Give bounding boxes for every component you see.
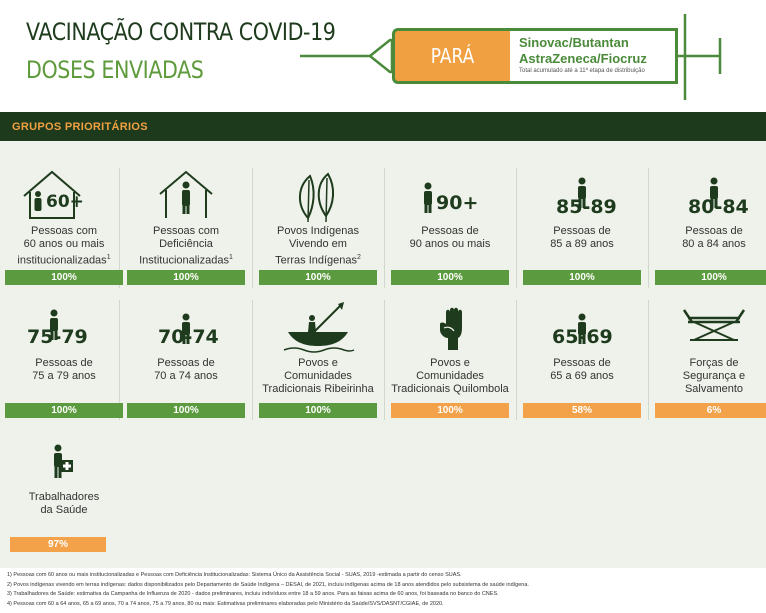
state-label: PARÁ [430,44,475,68]
coverage-bar: 100% [259,403,377,418]
group-label: Trabalhadores da Saúde [28,491,100,516]
group-label: Povos e Comunidades Tradicionais Ribeirinha [262,357,374,395]
house-person-icon [122,168,250,226]
divider [648,300,649,420]
divider [648,168,649,288]
group-number: 85-89 [556,196,617,218]
divider [252,168,253,288]
canoe-icon [254,300,382,358]
group-number: 65-69 [552,326,613,348]
stretcher-icon [650,300,766,358]
group-label: Povos Indígenas Vivendo em Terras Indígenas$^2$ [275,225,361,267]
coverage-bar: 97% [10,537,106,552]
group-label: Pessoas de 90 anos ou mais [409,225,491,250]
coverage-bar: 100% [5,270,123,285]
footnote-1: 1) Pessoas com 60 anos ou mais institucionalizadas e Pessoas com Deficiência Institucionalizadas: Sistema Único da Assistência Social - SUAS, 2019 -estimada a partir do censo SUAS. [7,572,462,578]
health-worker-icon [0,438,128,496]
group-label: Pessoas de 75 a 79 anos [32,357,96,382]
group-number: 80-84 [688,196,749,218]
divider [384,168,385,288]
group-number: 60+ [46,192,84,212]
divider [384,300,385,420]
group-label: Pessoas de 80 a 84 anos [682,225,746,250]
vaccine-name-1: Sinovac/Butantan [519,35,629,50]
page-title: VACINAÇÃO CONTRA COVID-19 [26,18,336,46]
divider [516,168,517,288]
section-title: GRUPOS PRIORITÁRIOS [12,121,148,133]
group-label: Pessoas de 65 a 69 anos [550,357,614,382]
coverage-bar: 100% [127,270,245,285]
coverage-bar: 100% [391,403,509,418]
header [0,0,766,112]
footnote-2: 2) Povos indígenas vivendo em terras indígenas: dados disponibilizados pelo Departamento de Saúde Indígena – DESAI, de 2021, incluiu indígenas acima de 18 anos atendidos pelo subsistema de saúde indígena. [7,581,529,588]
coverage-bar: 100% [127,403,245,418]
divider [252,300,253,420]
group-label: Pessoas de 85 a 89 anos [550,225,614,250]
vaccine-name-2: AstraZeneca/Fiocruz [519,51,647,66]
vaccine-note: Total acumulado até a 11ª etapa de distribuição [519,68,645,74]
group-label: Pessoas com Deficiência Institucionalizadas$^1$ [139,225,233,267]
feathers-icon [254,168,382,226]
coverage-bar: 100% [391,270,509,285]
coverage-bar: 100% [523,270,641,285]
footnote-4: 4) Pessoas com 60 a 64 anos, 65 a 69 anos, 70 a 74 anos, 75 a 79 anos, 80 ou mais: Estimativas preliminares elaboradas pelo Ministério da Saúde/SVS/DASNT/CGIAE, de 2020. [7,600,444,607]
group-label: Forças de Segurança e Salvamento [682,357,746,395]
coverage-bar: 58% [523,403,641,418]
group-label: Pessoas de 70 a 74 anos [154,357,218,382]
coverage-bar: 100% [655,270,766,285]
coverage-bar: 100% [5,403,123,418]
group-number: 75-79 [27,326,88,348]
group-number: 90+ [436,192,479,214]
page-subtitle: DOSES ENVIADAS [26,56,204,84]
footnote-3: 3) Trabalhadores de Saúde: estimativa da Campanha de Influenza de 2020 - dados preliminares, incluiu indivíduos entre 18 a 59 anos. Para as faixas acima de 60 anos, foi baseada no banco do CNES. [7,591,499,598]
coverage-bar: 6% [655,403,766,418]
state-label-box [392,28,510,84]
footnotes [7,571,757,609]
coverage-bar: 100% [259,270,377,285]
group-label: Povos e Comunidades Tradicionais Quilombola [391,357,509,395]
group-label: Pessoas com 60 anos ou mais institucionalizadas$^1$ [17,225,111,267]
group-number: 70-74 [158,326,219,348]
divider [516,300,517,420]
raised-fist-icon [386,300,514,358]
